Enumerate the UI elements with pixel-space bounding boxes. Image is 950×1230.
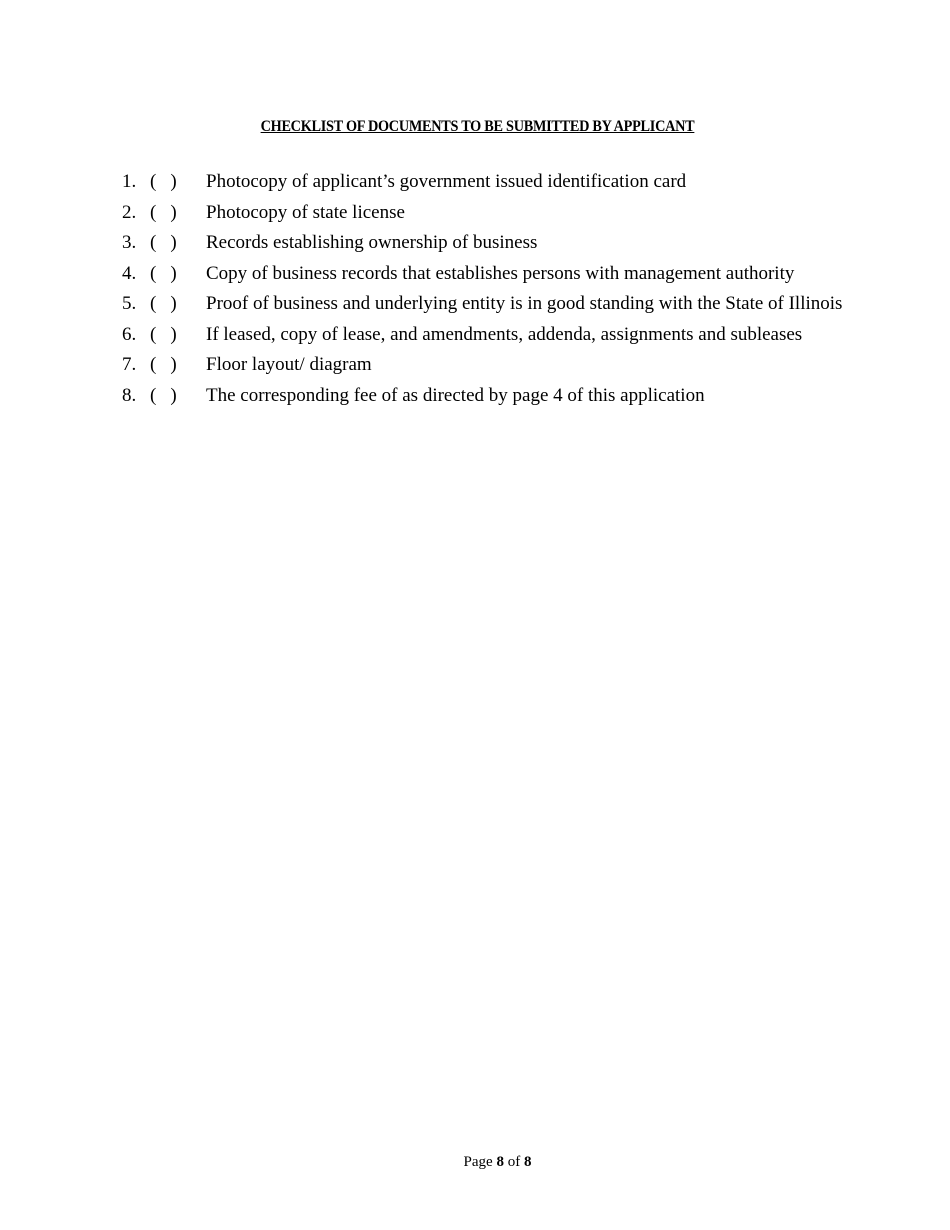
page-title: CHECKLIST OF DOCUMENTS TO BE SUBMITTED BY APPLICANT <box>260 118 695 135</box>
item-number: 7. <box>122 354 137 375</box>
item-checkbox[interactable]: ( ) <box>150 323 177 345</box>
item-checkbox[interactable]: ( ) <box>150 293 177 314</box>
item-text: Floor layout/ diagram <box>206 354 372 375</box>
item-number: 3. <box>122 232 137 253</box>
page-word: Page <box>463 1154 493 1170</box>
document-checklist <box>0 170 950 414</box>
current-page-number: 8 <box>496 1154 504 1170</box>
item-number: 4. <box>122 262 137 284</box>
checklist-item-5 <box>0 292 950 323</box>
total-pages-number: 8 <box>523 1154 532 1170</box>
item-checkbox[interactable]: ( ) <box>150 201 177 223</box>
item-text: Photocopy of applicant’s government issued identification card <box>206 171 687 192</box>
item-text: Records establishing ownership of business <box>206 232 538 253</box>
item-checkbox[interactable]: ( ) <box>150 171 177 192</box>
item-checkbox[interactable]: ( ) <box>150 354 177 375</box>
item-text: The corresponding fee of as directed by page 4 of this application <box>206 384 705 406</box>
checklist-item-4 <box>0 262 950 293</box>
checklist-item-1 <box>0 170 950 201</box>
item-text: Copy of business records that establishes persons with management authority <box>206 262 795 284</box>
item-checkbox[interactable]: ( ) <box>150 262 177 284</box>
checklist-item-3 <box>0 231 950 262</box>
checklist-item-2 <box>0 201 950 232</box>
item-checkbox[interactable]: ( ) <box>150 232 177 253</box>
item-number: 1. <box>122 171 137 192</box>
item-number: 8. <box>122 384 137 406</box>
item-number: 5. <box>122 293 137 314</box>
item-text: Photocopy of state license <box>206 201 405 223</box>
item-number: 2. <box>122 201 137 223</box>
checklist-item-8 <box>0 384 950 415</box>
item-text: If leased, copy of lease, and amendments, addenda, assignments and subleases <box>206 323 803 345</box>
item-number: 6. <box>122 323 137 345</box>
item-text: Proof of business and underlying entity is in good standing with the State of Illinois <box>206 293 843 314</box>
checklist-item-7 <box>0 353 950 384</box>
item-checkbox[interactable]: ( ) <box>150 384 177 406</box>
of-word: of <box>507 1154 521 1170</box>
checklist-item-6 <box>0 323 950 354</box>
page-footer <box>0 1154 950 1171</box>
